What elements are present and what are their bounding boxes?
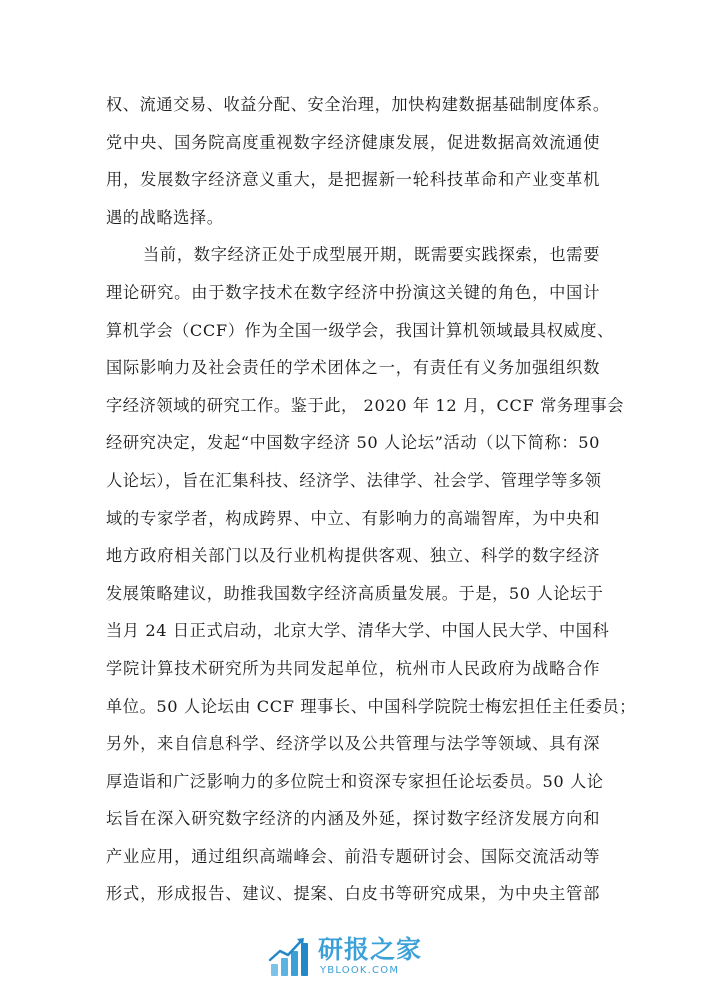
text-line: 当月 24 日正式启动，北京大学、清华大学、中国人民大学、中国科 (106, 621, 610, 641)
text-line: 权、流通交易、收益分配、安全治理，加快构建数据基础制度体系。 (106, 95, 610, 114)
text-line: 人论坛），旨在汇集科技、经济学、法律学、社会学、管理学等多领 (106, 470, 602, 490)
text-line: 经研究决定，发起“中国数字经济 50 人论坛”活动（以下简称：50 (106, 433, 600, 453)
text-line: 理论研究。由于数字技术在数字经济中扮演这关键的角色，中国计 (106, 282, 600, 302)
watermark-title: 研报之家 (318, 935, 423, 964)
text-line: 形式，形成报告、建议、提案、白皮书等研究成果，为中央主管部 (106, 884, 600, 904)
watermark-url: YBLOOK.COM (320, 965, 400, 976)
text-line: 产业应用，通过组织高端峰会、前沿专题研讨会、国际交流活动等 (106, 846, 600, 866)
text-line: 用，发展数字经济意义重大，是把握新一轮科技革命和产业变革机 (106, 170, 600, 190)
text-line: 党中央、国务院高度重视数字经济健康发展，促进数据高效流通使 (106, 132, 600, 152)
watermark-logo (268, 932, 468, 982)
text-line: 遇的战略选择。 (106, 207, 224, 227)
text-line: 坛旨在深入研究数字经济的内涵及外延，探讨数字经济发展方向和 (106, 809, 600, 829)
body-text (106, 86, 637, 913)
text-line: 学院计算技术研究所为共同发起单位，杭州市人民政府为战略合作 (106, 658, 600, 678)
text-line: 地方政府相关部门以及行业机构提供客观、独立、科学的数字经济 (106, 546, 600, 566)
text-line: 算机学会（CCF）作为全国一级学会，我国计算机领域最具权威度、 (106, 320, 614, 340)
text-line: 另外，来自信息科学、经济学以及公共管理与法学等领域、具有深 (106, 734, 600, 754)
text-line: 域的专家学者，构成跨界、中立、有影响力的高端智库，为中央和 (106, 508, 600, 528)
text-line: 国际影响力及社会责任的学术团体之一，有责任有义务加强组织数 (106, 358, 600, 378)
text-line: 发展策略建议，助推我国数字经济高质量发展。于是，50 人论坛于 (106, 583, 604, 603)
text-line: 单位。50 人论坛由 CCF 理事长、中国科学院院士梅宏担任主任委员； (106, 696, 637, 716)
text-line: 厚造诣和广泛影响力的多位院士和资深专家担任论坛委员。50 人论 (106, 771, 604, 791)
text-line: 当前，数字经济正处于成型展开期，既需要实践探索，也需要 (143, 245, 600, 265)
text-line: 字经济领域的研究工作。鉴于此， 2020 年 12 月，CCF 常务理事会 (106, 395, 625, 415)
bar-chart-growth-icon (268, 934, 312, 978)
